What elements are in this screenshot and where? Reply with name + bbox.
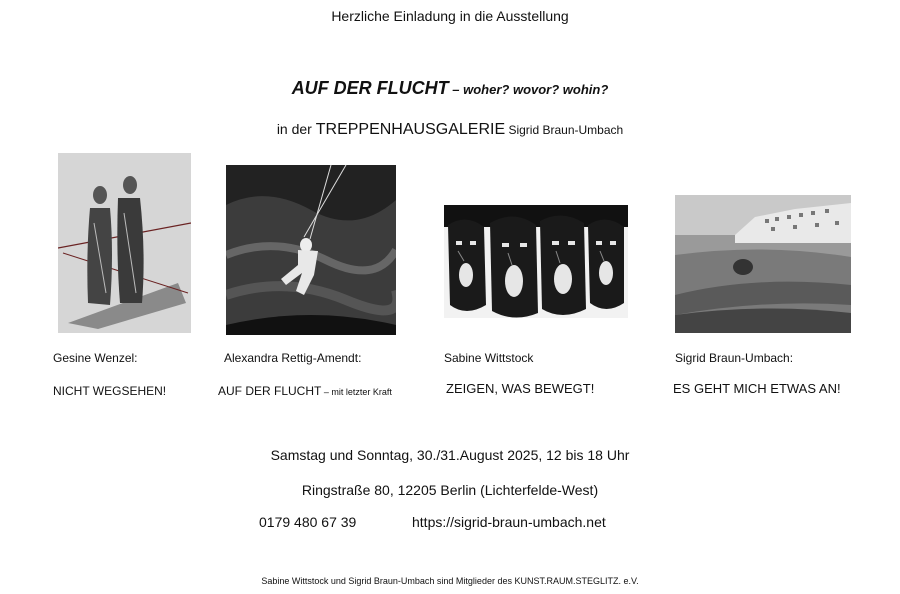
exhibition-title-sub: – woher? wovor? wohin?	[448, 82, 609, 97]
footer-note: Sabine Wittstock und Sigrid Braun-Umbach sind Mitglieder des KUNST.RAUM.STEGLITZ. e.V.	[261, 576, 639, 586]
artist-name-wenzel: Gesine Wenzel:	[53, 351, 138, 365]
exhibition-title-main: AUF DER FLUCHT	[291, 78, 449, 98]
event-dates: Samstag und Sonntag, 30./31.August 2025, 12 bis 18 Uhr	[270, 447, 630, 463]
artwork-rettig-amendt-image	[226, 165, 396, 335]
work-title-rettig-amendt-suffix: – mit letzter Kraft	[321, 387, 392, 397]
artist-name-wittstock: Sabine Wittstock	[444, 351, 534, 365]
work-title-rettig-amendt-main: AUF DER FLUCHT	[218, 384, 322, 398]
gallery-name: TREPPENHAUSGALERIE	[315, 121, 506, 138]
artist-name-braun-umbach: Sigrid Braun-Umbach:	[675, 351, 794, 365]
event-address: Ringstraße 80, 12205 Berlin (Lichterfelde-West)	[301, 482, 599, 498]
work-title-braun-umbach: ES GEHT MICH ETWAS AN!	[673, 381, 841, 396]
work-title-wenzel: NICHT WEGSEHEN!	[53, 384, 167, 398]
exhibition-title	[0, 78, 900, 99]
gallery-prefix: in der	[276, 121, 316, 137]
work-title-rettig-amendt	[218, 384, 392, 398]
artist-name-rettig-amendt: Alexandra Rettig-Amendt:	[224, 351, 362, 365]
contact-phone: 0179 480 67 39	[259, 514, 357, 530]
artwork-braun-umbach-image	[675, 195, 851, 333]
artwork-wittstock-image	[444, 205, 628, 318]
artwork-wenzel-image	[58, 153, 191, 333]
gallery-line	[0, 121, 900, 139]
work-title-wittstock: ZEIGEN, WAS BEWEGT!	[446, 381, 595, 396]
invitation-intro: Herzliche Einladung in die Ausstellung	[331, 8, 569, 24]
website-link[interactable]: https://sigrid-braun-umbach.net	[412, 514, 606, 530]
gallery-owner: Sigrid Braun-Umbach	[505, 123, 624, 137]
